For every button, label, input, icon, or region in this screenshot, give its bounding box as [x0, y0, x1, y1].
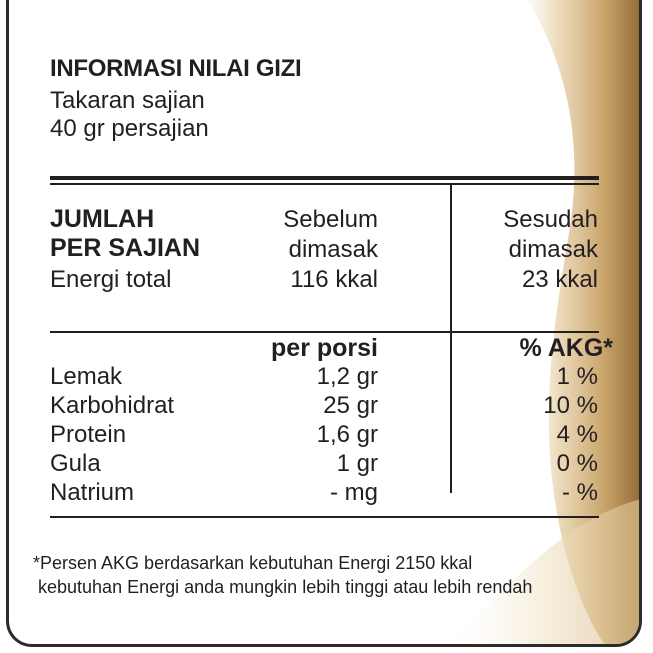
amount-per-serving-label-1: JUMLAH — [50, 205, 155, 233]
nutrient-name-natrium: Natrium — [50, 479, 135, 506]
akg-column-header: % AKG* — [519, 334, 613, 362]
footnote-line-1: *Persen AKG berdasarkan kebutuhan Energi 2150 kkal — [33, 553, 473, 573]
top-thin-rule — [50, 183, 599, 185]
before-cooking-header-1: Sebelum — [283, 206, 378, 233]
nutrient-portion-lemak: 1,2 gr — [316, 363, 378, 390]
mid-rule — [50, 331, 599, 333]
column-divider — [450, 183, 452, 493]
nutrient-akg-natrium: - % — [562, 479, 598, 506]
footnote-line-2: kebutuhan Energi anda mungkin lebih tinggi atau lebih rendah — [38, 577, 533, 597]
nutrient-portion-natrium: - mg — [330, 479, 378, 506]
nutrient-name-karbohidrat: Karbohidrat — [50, 392, 175, 419]
serving-size: 40 gr persajian — [50, 115, 209, 142]
nutrient-akg-gula: 0 % — [556, 450, 598, 477]
serving-label: Takaran sajian — [50, 87, 205, 114]
nutrient-portion-karbohidrat: 25 gr — [323, 392, 378, 419]
amount-per-serving-label-2: PER SAJIAN — [50, 234, 201, 262]
per-portion-column-header: per porsi — [271, 334, 378, 362]
nutrient-name-protein: Protein — [50, 421, 127, 448]
bottom-rule — [50, 516, 599, 518]
before-cooking-energy: 116 kkal — [290, 266, 378, 293]
after-cooking-header-2: dimasak — [508, 236, 598, 263]
nutrient-portion-protein: 1,6 gr — [316, 421, 378, 448]
nutrient-name-gula: Gula — [50, 450, 101, 477]
energy-total-label: Energi total — [50, 266, 172, 293]
after-cooking-energy: 23 kkal — [521, 266, 598, 293]
label-title: INFORMASI NILAI GIZI — [50, 55, 302, 82]
nutrient-name-lemak: Lemak — [50, 363, 123, 390]
top-thick-rule — [50, 176, 599, 180]
nutrient-akg-karbohidrat: 10 % — [543, 392, 598, 419]
nutrient-akg-protein: 4 % — [556, 421, 598, 448]
nutrient-akg-lemak: 1 % — [556, 363, 598, 390]
before-cooking-header-2: dimasak — [288, 236, 378, 263]
after-cooking-header-1: Sesudah — [503, 206, 598, 233]
nutrient-portion-gula: 1 gr — [336, 450, 378, 477]
